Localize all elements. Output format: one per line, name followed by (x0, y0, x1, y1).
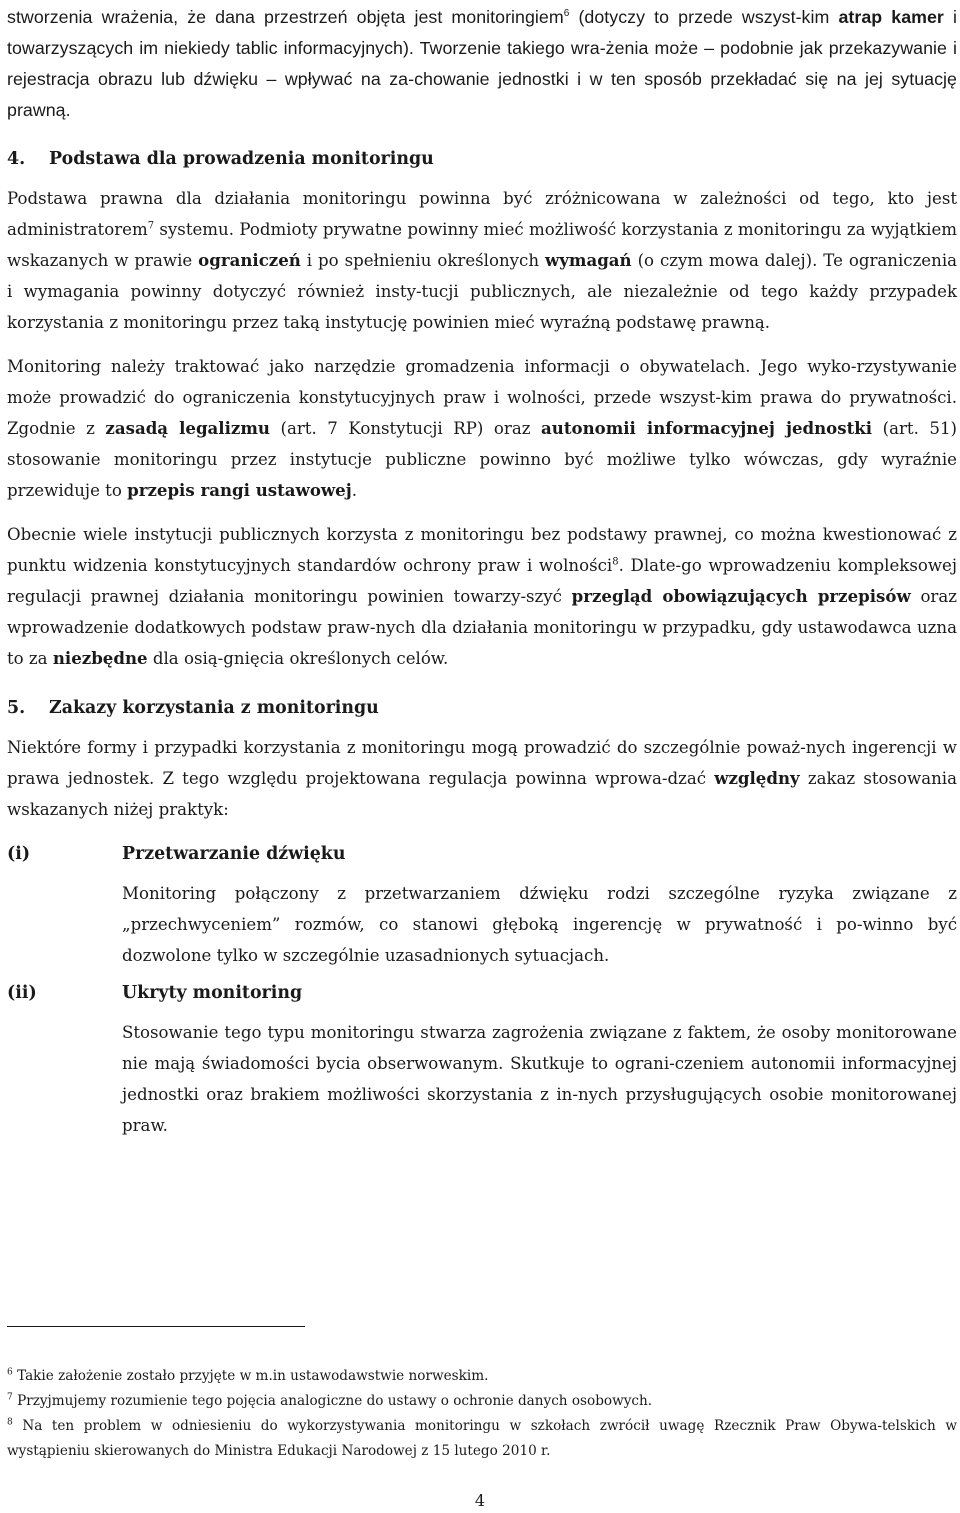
footnote-7: $^7$ Przyjmujemy rozumienie tego pojęcia analogiczne do ustawy o ochronie danych osobowych. (7, 1392, 653, 1409)
section-4-paragraph-3: Obecnie wiele instytucji publicznych korzysta z monitoringu bez podstawy prawnej, co można kwestionować z punktu widzenia konstytucyjnych standardów ochrony praw i wolności$^8$. Dlate-go wprowadzeniu kompleksowej regulacji prawnej działania monitoringu powinien towarzy-szyć przegląd obowiązujących przepisów oraz wprowadzenie dodatkowych podstaw praw-nych dla działania monitoringu w przypadku, gdy ustawodawca uzna to za niezbędne dla osią-gnięcia określonych celów. (7, 525, 957, 668)
footnote-6: $^6$ Takie założenie zostało przyjęte w m.in ustawodawstwie norweskim. (7, 1367, 489, 1384)
section-4-paragraph-1: Podstawa prawna dla działania monitoringu powinna być zróżnicowana w zależności od tego, kto jest administratorem$^7$ systemu. Podmioty prywatne powinny mieć możliwość korzystania z monitoringu za wyjątkiem wskazanych w prawie ograniczeń i po spełnieniu określonych wymagań (o czym mowa dalej). Te ograniczenia i wymagania powinny dotyczyć również insty-tucji publicznych, ale niezależnie od tego każdy przypadek korzystania z monitoringu przez taką instytucję powinien mieć wyraźną podstawę prawną. (7, 189, 958, 332)
intro-paragraph: stworzenia wrażenia, że dana przestrzeń objęta jest monitoringiem$^6$ (dotyczy to przede wszyst-kim atrap kamer i towarzyszących im niekiedy tablic informacyjnych). Tworzenie takiego wra-żenia może – podobnie jak przekazywanie i rejestracja obrazu lub dźwięku – wpływać na za-chowanie jednostki i w ten sposób przekładać się na jej sytuację prawną. (7, 7, 957, 120)
footnote-ref-6[interactable]: 6 (563, 8, 570, 20)
section-4-paragraph-2: Monitoring należy traktować jako narzędzie gromadzenia informacji o obywatelach. Jego wyko-rzystywanie może prowadzić do ograniczenia konstytucyjnych praw i wolności, przede wszyst-kim prawa do prywatności. Zgodnie z zasadą legalizmu (art. 7 Konstytucji RP) oraz autonomii informacyjnej jednostki (art. 51) stosowanie monitoringu przez instytucje publiczne powinno być możliwe tylko wówczas, gdy wyraźnie przewiduje to przepis rangi ustawowej. (7, 357, 957, 500)
footnote-8: $^8$ Na ten problem w odniesieniu do wykorzystywania monitoringu w szkołach zwrócił uwagę Rzecznik Praw Obywa-telskich w wystąpieniu skierowanych do Ministra Edukacji Narodowej z 15 lutego 2010 r. (7, 1417, 957, 1459)
list-item-title: Ukryty monitoring (122, 983, 303, 1003)
section-4-title: Podstawa dla prowadzenia monitoringu (49, 149, 434, 169)
section-5-number: 5. (7, 698, 26, 718)
section-5-title: Zakazy korzystania z monitoringu (49, 698, 379, 718)
list-item-i-body: Monitoring połączony z przetwarzaniem dźwięku rodzi szczególne ryzyka związane z „przechwyceniem” rozmów, co stanowi głęboką ingerencję w prywatność i po-winno być dozwolone tylko w szczególnie uzasadnionych sytuacjach. (122, 884, 957, 965)
section-5-paragraph-1: Niektóre formy i przypadki korzystania z monitoringu mogą prowadzić do szczególnie poważ-nych ingerencji w prawa jednostek. Z tego względu projektowana regulacja powinna wprowa-dzać względny zakaz stosowania wskazanych niżej praktyk: (7, 738, 957, 819)
footnote-separator (7, 1326, 305, 1327)
list-item-ii-body: Stosowanie tego typu monitoringu stwarza zagrożenia związane z faktem, że osoby monitorowane nie mają świadomości bycia obserwowanym. Skutkuje to ograni-czeniem autonomii informacyjnej jednostki oraz brakiem możliwości skorzystania z in-nych przysługujących osobie monitorowanej praw. (122, 1023, 957, 1135)
list-item-number: (ii) (7, 983, 37, 1003)
list-item-number: (i) (7, 844, 31, 864)
section-4-heading (7, 149, 957, 169)
page-number: 4 (474, 1491, 486, 1510)
list-item-title: Przetwarzanie dźwięku (122, 844, 346, 864)
footnote-ref-8[interactable]: 8 (612, 556, 619, 568)
section-5-heading (7, 698, 957, 718)
list-item-i-heading (7, 844, 957, 864)
footnote-ref-7[interactable]: 7 (147, 220, 155, 232)
list-item-ii-heading (7, 983, 957, 1003)
section-4-number: 4. (7, 149, 26, 169)
document-page (7, 0, 957, 1141)
footnotes (7, 1364, 957, 1464)
